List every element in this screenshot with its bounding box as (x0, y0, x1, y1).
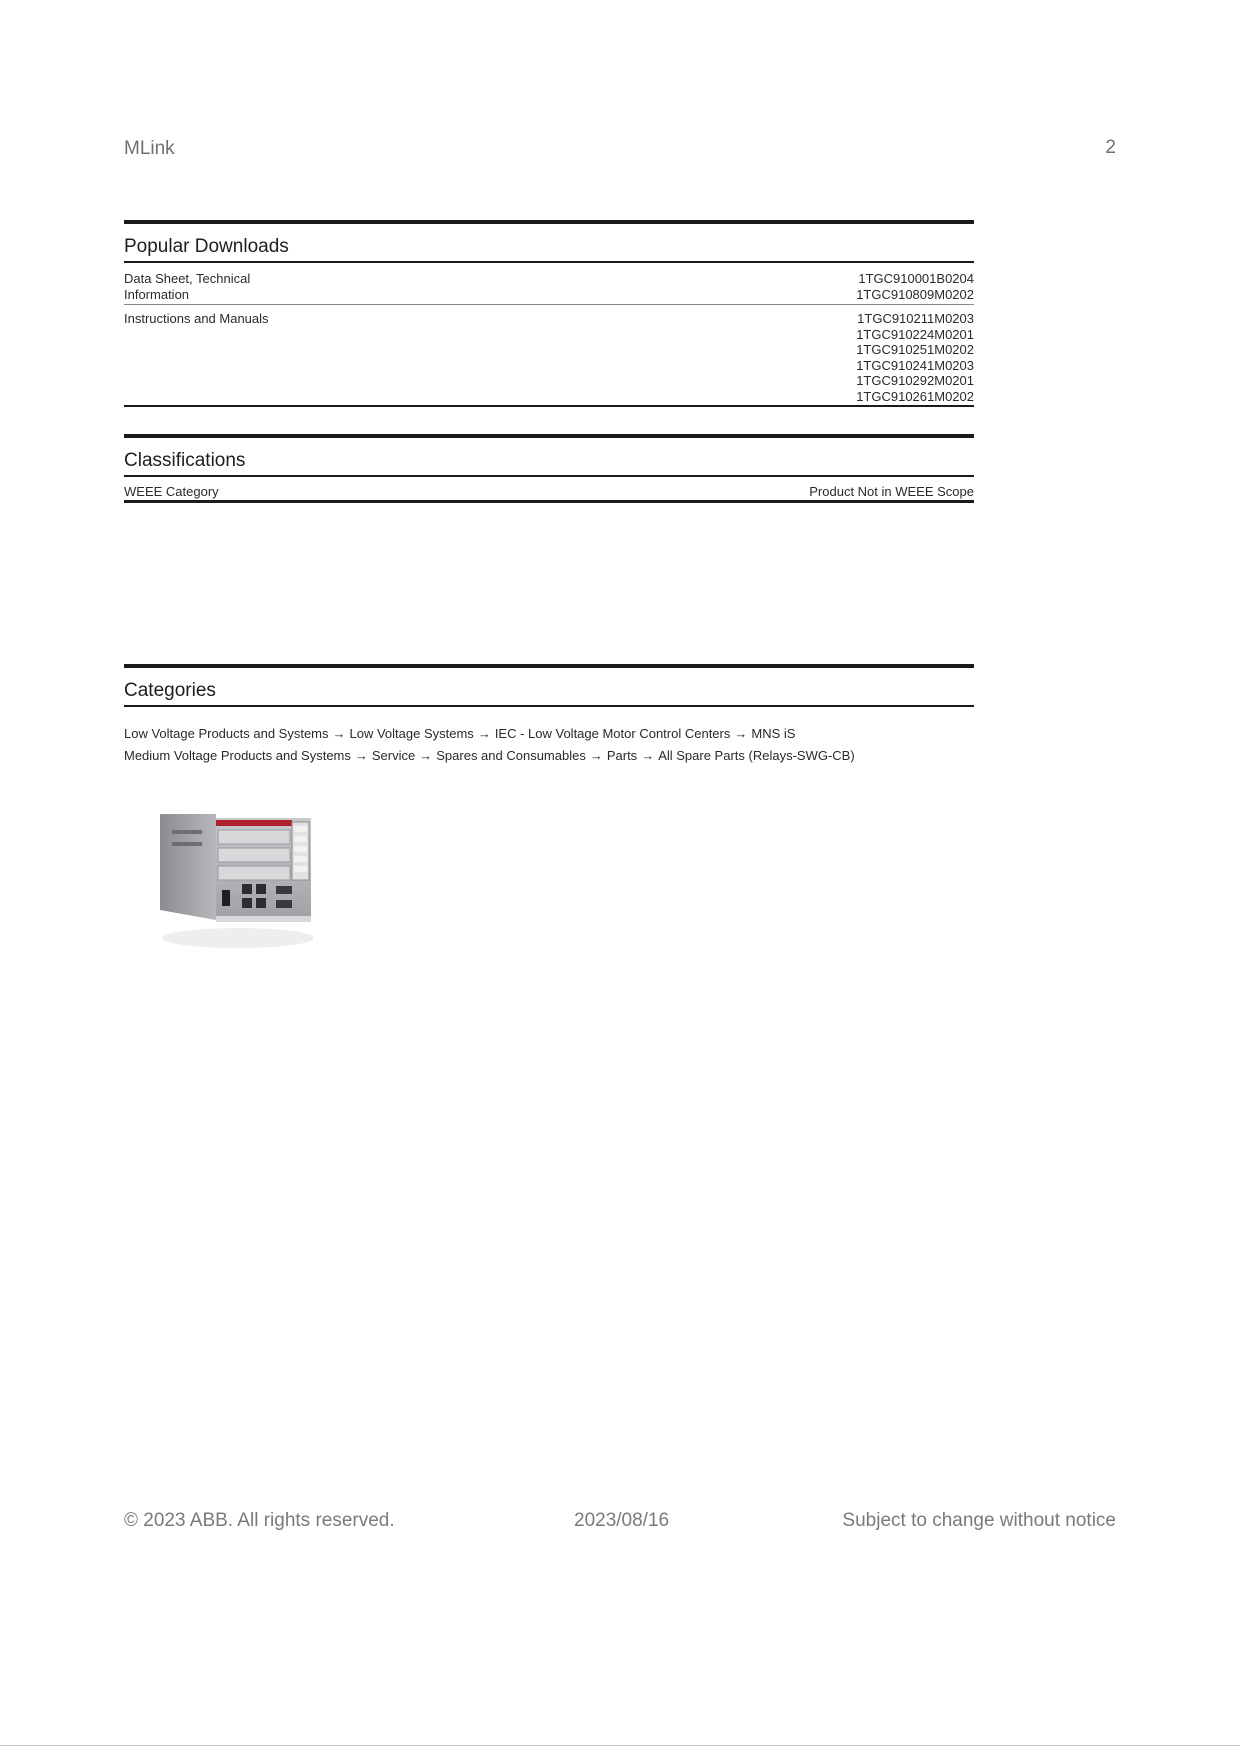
section-rule (124, 664, 974, 668)
category-link[interactable]: Medium Voltage Products and Systems (124, 748, 351, 763)
download-label: Data Sheet, Technical Information (124, 271, 251, 302)
row-separator (124, 304, 974, 305)
arrow-right-icon: → (419, 748, 433, 763)
classification-label: WEEE Category (124, 484, 219, 499)
categories-title: Categories (124, 680, 216, 701)
category-link[interactable]: Service (371, 748, 416, 763)
document-link[interactable]: 1TGC910261M0202 (856, 388, 974, 404)
category-link[interactable]: All Spare Parts (Relays-SWG-CB) (658, 748, 855, 763)
category-link[interactable]: Spares and Consumables (436, 748, 586, 763)
document-link[interactable]: 1TGC910211M0203 (857, 311, 974, 326)
classification-row (124, 484, 974, 500)
category-paths (124, 723, 974, 767)
footer-date: 2023/08/16 (574, 1510, 670, 1531)
document-title: MLink (124, 138, 175, 159)
download-row (124, 271, 974, 302)
document-link[interactable]: 1TGC910292M0201 (856, 373, 974, 388)
section-underline (124, 475, 974, 477)
popular-downloads-section (124, 220, 974, 407)
categories-section (124, 664, 974, 767)
classification-value: Product Not in WEEE Scope (809, 484, 974, 499)
document-link[interactable]: 1TGC910251M0202 (856, 342, 974, 357)
category-link[interactable]: Low Voltage Products and Systems (124, 726, 329, 741)
arrow-right-icon: → (332, 726, 346, 741)
arrow-right-icon: → (589, 748, 603, 763)
section-underline (124, 261, 974, 263)
category-path (124, 745, 974, 767)
footer-notice: Subject to change without notice (842, 1510, 1116, 1531)
section-bottom-rule (124, 405, 974, 407)
document-link[interactable]: 1TGC910809M0202 (856, 286, 974, 302)
category-link[interactable]: MNS iS (751, 726, 796, 741)
popular-downloads-title: Popular Downloads (124, 236, 289, 257)
download-values (856, 271, 974, 302)
arrow-right-icon: → (641, 748, 655, 763)
category-link[interactable]: Parts (606, 748, 638, 763)
document-link[interactable]: 1TGC910224M0201 (856, 326, 974, 342)
arrow-right-icon: → (354, 748, 368, 763)
category-link[interactable]: IEC - Low Voltage Motor Control Centers (494, 726, 731, 741)
download-values (856, 311, 974, 404)
document-link[interactable]: 1TGC910241M0203 (856, 357, 974, 373)
category-path (124, 723, 974, 745)
arrow-right-icon: → (477, 726, 491, 741)
download-label: Instructions and Manuals (124, 311, 269, 326)
page-number: 2 (1105, 137, 1116, 158)
arrow-right-icon: → (734, 726, 748, 741)
section-rule (124, 434, 974, 438)
category-link[interactable]: Low Voltage Systems (349, 726, 474, 741)
section-underline (124, 705, 974, 707)
download-row (124, 311, 974, 404)
section-bottom-rule (124, 500, 974, 503)
classifications-section (124, 434, 974, 503)
classifications-title: Classifications (124, 450, 246, 471)
page-edge-line (0, 1745, 1240, 1746)
product-image (158, 812, 313, 952)
section-rule (124, 220, 974, 224)
footer-copyright: © 2023 ABB. All rights reserved. (124, 1510, 395, 1531)
document-link[interactable]: 1TGC910001B0204 (858, 271, 974, 286)
